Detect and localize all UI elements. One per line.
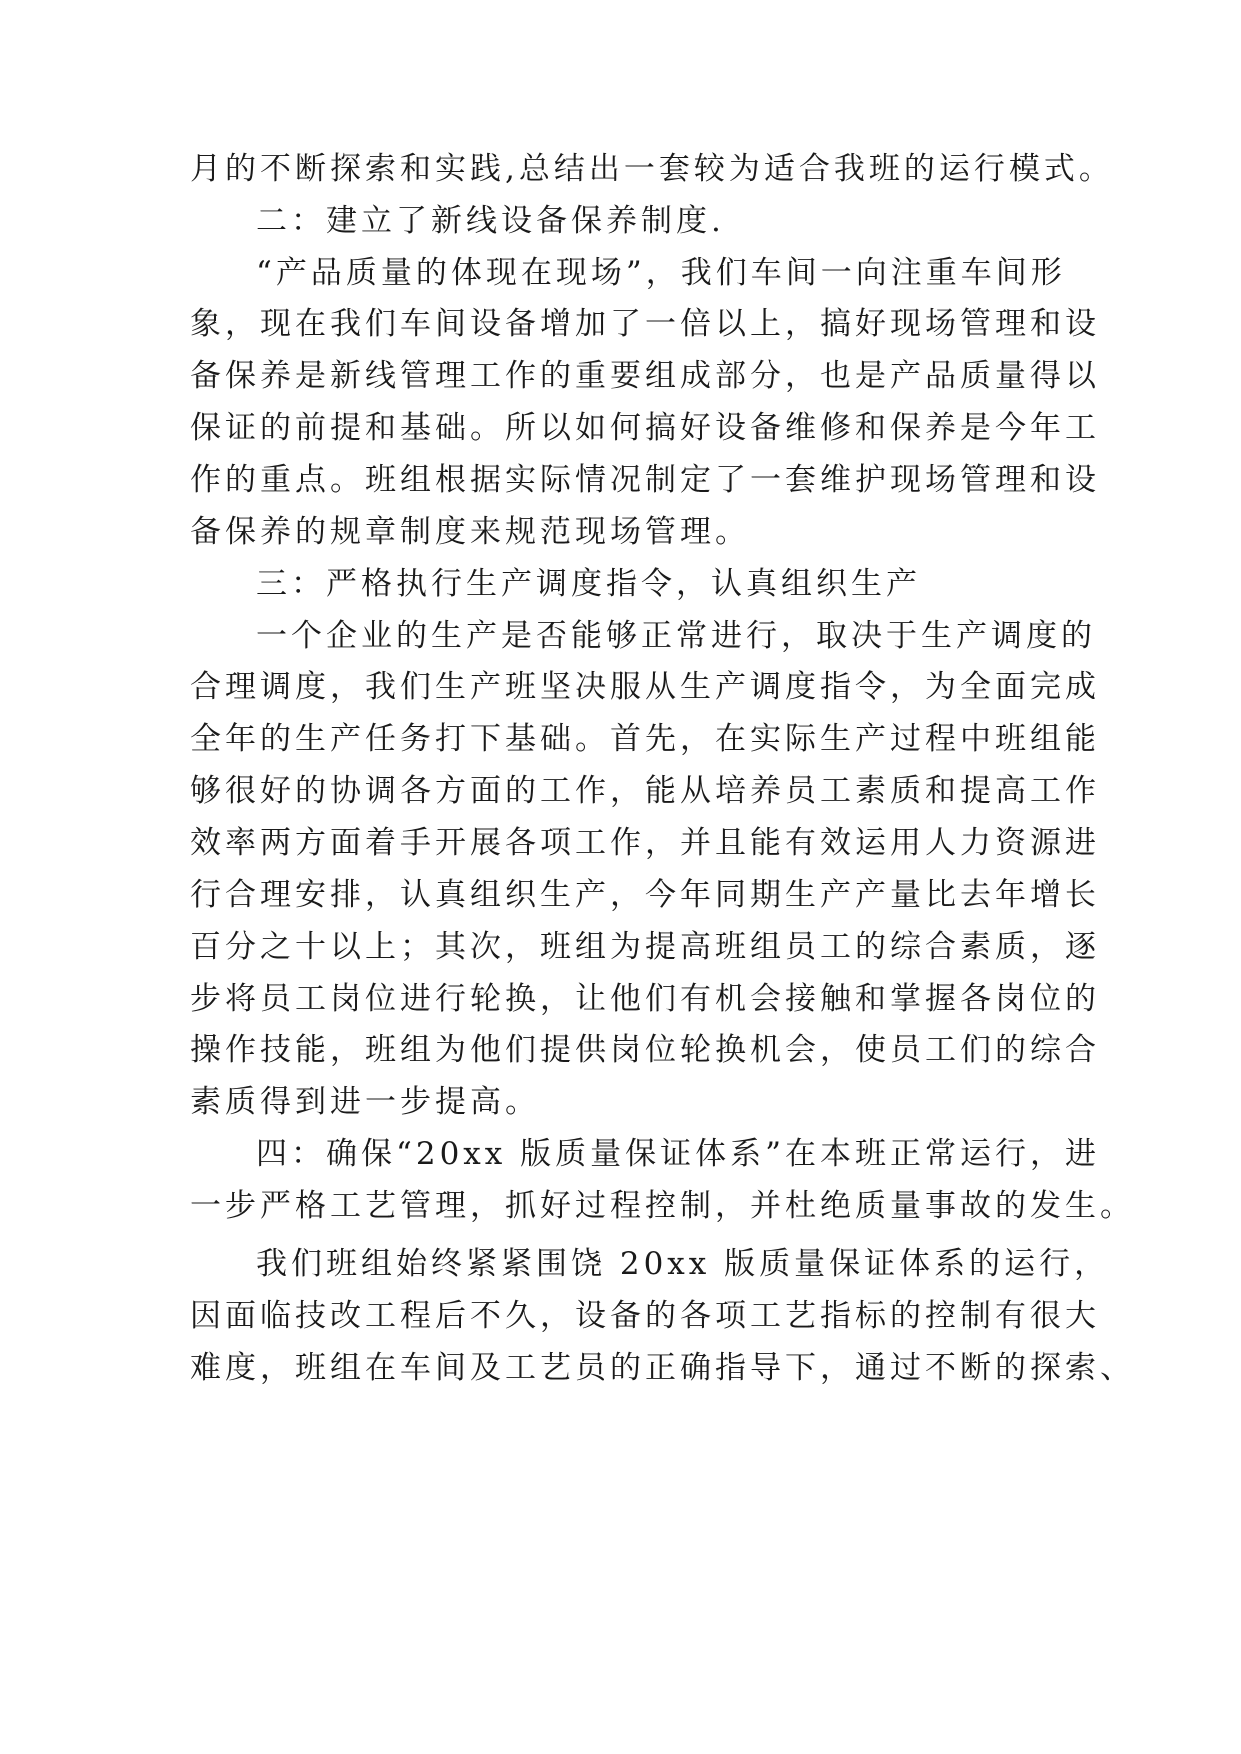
text-line: 一步严格工艺管理，抓好过程控制，并杜绝质量事故的发生。	[190, 1188, 1135, 1224]
text-line: 效率两方面着手开展各项工作，并且能有效运用人力资源进	[190, 825, 1100, 861]
text-line: 保证的前提和基础。所以如何搞好设备维修和保养是今年工	[190, 410, 1100, 446]
text-line: 作的重点。班组根据实际情况制定了一套维护现场管理和设	[190, 462, 1100, 498]
text-line: 百分之十以上；其次，班组为提高班组员工的综合素质，逐	[190, 929, 1100, 965]
section-heading: 四：确保“20xx 版质量保证体系”在本班正常运行，进	[256, 1136, 1100, 1172]
text-line: 我们班组始终紧紧围饶 20xx 版质量保证体系的运行，	[256, 1246, 1110, 1282]
text-line: 象，现在我们车间设备增加了一倍以上，搞好现场管理和设	[190, 306, 1100, 342]
text-line: 备保养的规章制度来规范现场管理。	[190, 514, 750, 550]
text-line: 全年的生产任务打下基础。首先，在实际生产过程中班组能	[190, 721, 1100, 757]
text-line: 备保养是新线管理工作的重要组成部分，也是产品质量得以	[190, 358, 1100, 394]
text-line: 月的不断探索和实践,总结出一套较为适合我班的运行模式。	[190, 151, 1114, 187]
text-line: 一个企业的生产是否能够正常进行，取决于生产调度的	[256, 618, 1096, 654]
text-line: “产品质量的体现在现场”，我们车间一向注重车间形	[256, 255, 1066, 291]
section-heading: 三：严格执行生产调度指令，认真组织生产	[256, 566, 921, 602]
text-line: 行合理安排，认真组织生产，今年同期生产产量比去年增长	[190, 877, 1100, 913]
text-line: 操作技能，班组为他们提供岗位轮换机会，使员工们的综合	[190, 1032, 1100, 1068]
text-line: 素质得到进一步提高。	[190, 1084, 540, 1120]
text-line: 因面临技改工程后不久，设备的各项工艺指标的控制有很大	[190, 1298, 1100, 1334]
text-line: 合理调度，我们生产班坚决服从生产调度指令，为全面完成	[190, 669, 1100, 705]
section-heading: 二：建立了新线设备保养制度.	[256, 203, 725, 239]
text-line: 步将员工岗位进行轮换，让他们有机会接触和掌握各岗位的	[190, 981, 1100, 1017]
text-line: 难度，班组在车间及工艺员的正确指导下，通过不断的探索、	[190, 1350, 1135, 1386]
text-line: 够很好的协调各方面的工作，能从培养员工素质和提高工作	[190, 773, 1100, 809]
